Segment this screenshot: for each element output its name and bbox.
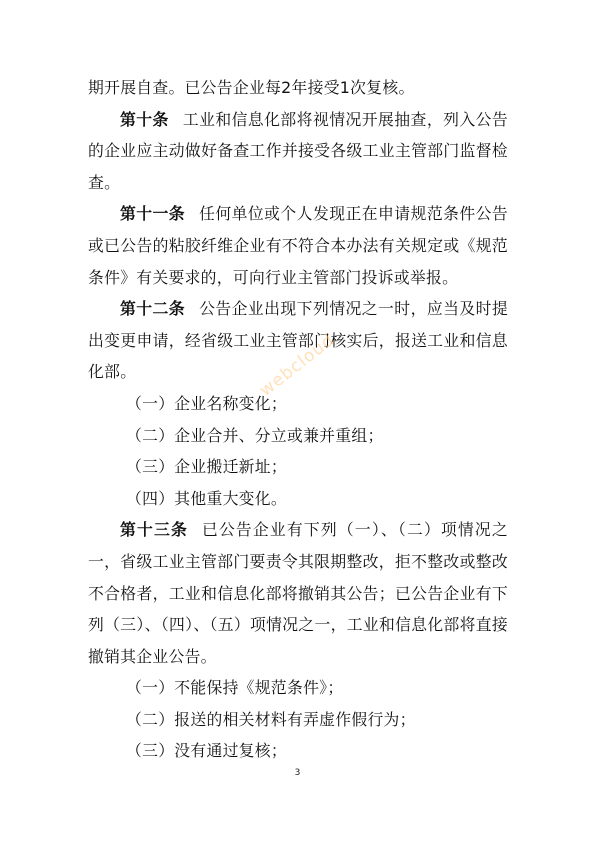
article-12-text: 公告企业出现下列情况之一时，应当及时提出变更申请，经省级工业主管部门核实后，报送工业和信息化部。 bbox=[88, 299, 509, 382]
article-10-text: 工业和信息化部将视情况开展抽查，列入公告的企业应主动做好备查工作并接受各级工业主管部门监督检查。 bbox=[88, 109, 508, 192]
article-10-label: 第十条 bbox=[120, 109, 169, 129]
document-body bbox=[88, 72, 508, 767]
article-12-item-1: （一）企业名称变化； bbox=[126, 393, 287, 413]
article-12 bbox=[88, 293, 508, 388]
article-13-text: 已公告企业有下列（一）、（二）项情况之一，省级工业主管部门要责令其限期整改，拒不整改或整改不合格者，工业和信息化部将撤销其公告；已公告企业有下列（三）、（四）、（五）项情况之一，工业和信息化部将直接撤销其企业公告。 bbox=[88, 520, 508, 666]
article-13-item-2: （二）报送的相关材料有弄虚作假行为； bbox=[126, 709, 416, 729]
article-10 bbox=[88, 104, 508, 199]
article-12-item-4: （四）其他重大变化。 bbox=[126, 488, 287, 508]
article-11-label: 第十一条 bbox=[120, 204, 186, 224]
page-number: 3 bbox=[294, 768, 301, 778]
continuation-paragraph: 期开展自查。已公告企业每2年接受1次复核。 bbox=[88, 78, 415, 97]
watermark: webcloud bbox=[256, 330, 339, 401]
article-13-label: 第十三条 bbox=[120, 520, 188, 540]
article-13-item-1: （一）不能保持《规范条件》； bbox=[126, 678, 344, 698]
article-11-text: 任何单位或个人发现正在申请规范条件公告或已公告的粘胶纤维企业有不符合本办法有关规定或《规范条件》有关要求的，可向行业主管部门投诉或举报。 bbox=[88, 204, 509, 287]
article-13-item-3: （三）没有通过复核； bbox=[126, 741, 287, 761]
article-12-item-2: （二）企业合并、分立或兼并重组； bbox=[126, 425, 384, 445]
article-12-item-3: （三）企业搬迁新址； bbox=[126, 457, 287, 477]
article-13 bbox=[88, 514, 508, 672]
article-11 bbox=[88, 198, 508, 293]
article-12-label: 第十二条 bbox=[120, 299, 186, 319]
